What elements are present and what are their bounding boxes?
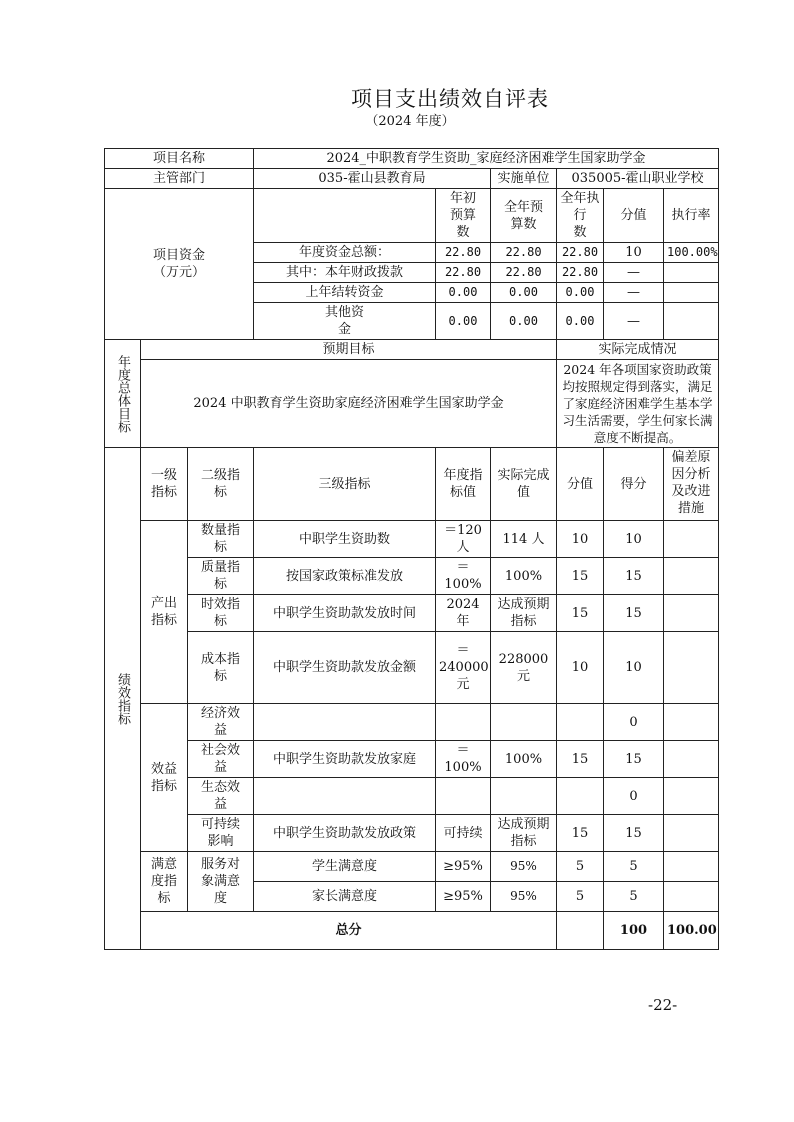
indicator-reason	[664, 852, 719, 882]
header-reason: 偏差原 因分析 及改进 措施	[664, 448, 719, 521]
indicator-row	[105, 704, 719, 741]
level3-indicator: 中职学生资助数	[254, 521, 436, 558]
department-row	[105, 169, 719, 189]
indicator-score-value	[557, 704, 604, 741]
header-level2: 二级指 标	[188, 448, 254, 521]
level2-indicator: 数量指 标	[188, 521, 254, 558]
form-title: 项目支出绩效自评表	[351, 87, 549, 111]
indicator-row	[105, 741, 719, 778]
funds-label: 项目资金 （万元）	[105, 189, 254, 340]
funds-executed: 0.00	[557, 283, 604, 303]
page-number: -22-	[648, 996, 678, 1014]
indicator-row	[105, 632, 719, 704]
indicator-reason	[664, 558, 719, 595]
indicator-row	[105, 778, 719, 815]
indicator-row	[105, 815, 719, 852]
perf-label: 绩效指标	[105, 448, 141, 950]
header-level3: 三级指标	[254, 448, 436, 521]
indicator-score-value: 5	[557, 882, 604, 912]
impl-label: 实施单位	[491, 169, 557, 189]
level3-indicator: 中职学生资助款发放家庭	[254, 741, 436, 778]
funds-score-value: —	[604, 263, 664, 283]
level2-indicator: 社会效 益	[188, 741, 254, 778]
header-score-value: 分值	[557, 448, 604, 521]
header-score-value: 分值	[604, 189, 664, 243]
indicator-score: 15	[604, 595, 664, 632]
funds-initial: 0.00	[436, 303, 491, 340]
level3-indicator	[254, 704, 436, 741]
indicator-actual: 达成预期 指标	[491, 815, 557, 852]
header-exec-rate: 执行率	[664, 189, 719, 243]
indicator-target: ＝100%	[436, 741, 491, 778]
expected-goal-header: 预期目标	[141, 340, 557, 360]
funds-executed: 0.00	[557, 303, 604, 340]
funds-score-value: —	[604, 283, 664, 303]
indicator-score-value: 15	[557, 558, 604, 595]
funds-header-row	[105, 189, 719, 243]
indicator-target: ＝120 人	[436, 521, 491, 558]
indicator-score-value	[557, 778, 604, 815]
indicator-actual: 95%	[491, 882, 557, 912]
indicator-actual: 达成预期 指标	[491, 595, 557, 632]
level2-indicator: 时效指 标	[188, 595, 254, 632]
funds-executed: 22.80	[557, 243, 604, 263]
funds-row-label: 其中：本年财政拨款	[254, 263, 436, 283]
indicator-score: 5	[604, 852, 664, 882]
level3-indicator: 家长满意度	[254, 882, 436, 912]
funds-rate: 100.00%	[664, 243, 719, 263]
level3-indicator: 按国家政策标准发放	[254, 558, 436, 595]
level2-indicator: 生态效 益	[188, 778, 254, 815]
level2-indicator: 经济效 益	[188, 704, 254, 741]
indicator-target: ≥95%	[436, 882, 491, 912]
perf-header-row	[105, 448, 719, 521]
funds-initial: 22.80	[436, 263, 491, 283]
funds-initial: 0.00	[436, 283, 491, 303]
actual-goal: 2024 年各项国家资助政策均按照规定得到落实，满足了家庭经济困难学生基本学习生活需要，学生何家长满意度不断提高。	[557, 360, 719, 448]
dept-label: 主管部门	[105, 169, 254, 189]
performance-evaluation-table	[104, 148, 719, 950]
indicator-target: 可持续	[436, 815, 491, 852]
funds-row-label: 上年结转资金	[254, 283, 436, 303]
level3-indicator	[254, 778, 436, 815]
expected-goal: 2024 中职教育学生资助家庭经济困难学生国家助学金	[141, 360, 557, 448]
indicator-actual: 100%	[491, 741, 557, 778]
satisfaction-indicator-label: 满意 度指 标	[141, 852, 188, 912]
funds-rate	[664, 303, 719, 340]
indicator-reason	[664, 741, 719, 778]
indicator-score-value: 15	[557, 595, 604, 632]
indicator-row	[105, 595, 719, 632]
indicator-target	[436, 704, 491, 741]
indicator-reason	[664, 521, 719, 558]
header-annual-budget: 全年预 算数	[491, 189, 557, 243]
output-indicator-label: 产出 指标	[141, 521, 188, 704]
project-name-label: 项目名称	[105, 149, 254, 169]
indicator-target: ＝100%	[436, 558, 491, 595]
indicator-score: 10	[604, 632, 664, 704]
project-name-value: 2024_中职教育学生资助_家庭经济困难学生国家助学金	[254, 149, 719, 169]
indicator-score-value: 5	[557, 852, 604, 882]
level2-indicator: 成本指 标	[188, 632, 254, 704]
header-annual-executed: 全年执行 数	[557, 189, 604, 243]
indicator-target: 2024 年	[436, 595, 491, 632]
indicator-actual: 114 人	[491, 521, 557, 558]
indicator-actual: 100%	[491, 558, 557, 595]
header-target: 年度指 标值	[436, 448, 491, 521]
header-initial-budget: 年初 预算 数	[436, 189, 491, 243]
level2-indicator: 服务对 象满意 度	[188, 852, 254, 912]
funds-annual: 0.00	[491, 303, 557, 340]
header-level1: 一级 指标	[141, 448, 188, 521]
indicator-actual	[491, 778, 557, 815]
indicator-reason	[664, 882, 719, 912]
total-row	[105, 912, 719, 950]
funds-annual: 22.80	[491, 263, 557, 283]
indicator-actual: 228000 元	[491, 632, 557, 704]
funds-rate	[664, 263, 719, 283]
indicator-score-value: 10	[557, 521, 604, 558]
total-score: 100.00	[664, 912, 719, 950]
indicator-row	[105, 558, 719, 595]
actual-goal-header: 实际完成情况	[557, 340, 719, 360]
indicator-actual: 95%	[491, 852, 557, 882]
level2-indicator: 质量指 标	[188, 558, 254, 595]
total-score-value: 100	[604, 912, 664, 950]
funds-score-value: —	[604, 303, 664, 340]
benefit-indicator-label: 效益 指标	[141, 704, 188, 852]
indicator-row	[105, 521, 719, 558]
funds-executed: 22.80	[557, 263, 604, 283]
indicator-score: 15	[604, 558, 664, 595]
funds-rate	[664, 283, 719, 303]
indicator-reason	[664, 595, 719, 632]
header-actual: 实际完成 值	[491, 448, 557, 521]
goals-header-row	[105, 340, 719, 360]
indicator-score: 0	[604, 778, 664, 815]
indicator-target: ≥95%	[436, 852, 491, 882]
indicator-actual	[491, 704, 557, 741]
indicator-reason	[664, 704, 719, 741]
project-name-row	[105, 149, 719, 169]
funds-header-blank	[254, 189, 436, 243]
indicator-score-value: 15	[557, 741, 604, 778]
goals-label: 年度总体目标	[105, 340, 141, 448]
indicator-score: 5	[604, 882, 664, 912]
indicator-score: 0	[604, 704, 664, 741]
indicator-score: 15	[604, 815, 664, 852]
indicator-score: 15	[604, 741, 664, 778]
funds-score-value: 10	[604, 243, 664, 263]
indicator-reason	[664, 815, 719, 852]
form-year: （2024 年度）	[365, 114, 455, 129]
level2-indicator: 可持续 影响	[188, 815, 254, 852]
dept-value: 035-霍山县教育局	[254, 169, 491, 189]
indicator-reason	[664, 632, 719, 704]
level3-indicator: 中职学生资助款发放时间	[254, 595, 436, 632]
funds-initial: 22.80	[436, 243, 491, 263]
level3-indicator: 学生满意度	[254, 852, 436, 882]
header-score: 得分	[604, 448, 664, 521]
level3-indicator: 中职学生资助款发放金额	[254, 632, 436, 704]
indicator-score: 10	[604, 521, 664, 558]
funds-row-label: 其他资 金	[254, 303, 436, 340]
indicator-score-value: 10	[557, 632, 604, 704]
funds-annual: 22.80	[491, 243, 557, 263]
indicator-target	[436, 778, 491, 815]
indicator-target: ＝ 240000 元	[436, 632, 491, 704]
indicator-row	[105, 852, 719, 882]
indicator-score-value: 15	[557, 815, 604, 852]
funds-annual: 0.00	[491, 283, 557, 303]
total-label: 总分	[141, 912, 557, 950]
total-blank	[557, 912, 604, 950]
level3-indicator: 中职学生资助款发放政策	[254, 815, 436, 852]
goals-row	[105, 360, 719, 448]
funds-row-label: 年度资金总额：	[254, 243, 436, 263]
impl-value: 035005-霍山职业学校	[557, 169, 719, 189]
indicator-reason	[664, 778, 719, 815]
